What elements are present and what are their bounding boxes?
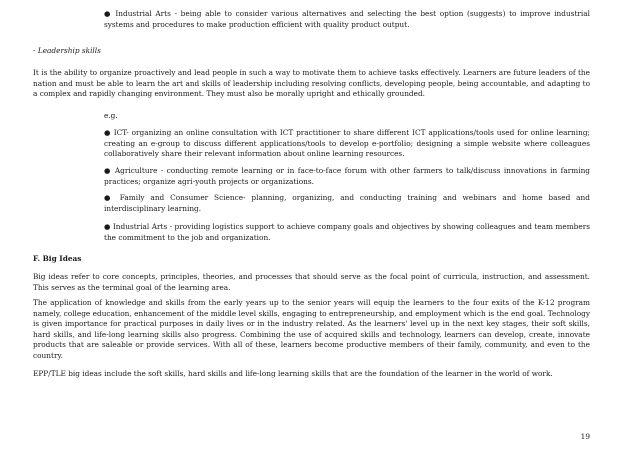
big-ideas-heading: F. Big Ideas	[33, 254, 82, 263]
big-ideas-paragraph-2: The application of knowledge and skills from the early years up to the senior years will equip the learners to the four exits of the K-12 program namely, college education, enhancement of the middle level skills, engaging to entrepreneurship, and employment which is the end goal. Technology is given importance for practical purposes in daily lives or in the industry related. As the learners' level up in the next key stages, their soft skills, hard skills, and life-long learning skills also progress. Combining the use of acquired skills and technology, learners can develop, create, innovate products that are saleable or provide services. With all of these, learners become productive members of their family, community, and even to the country.	[33, 298, 590, 360]
example-industrial-arts: ● Industrial Arts - providing logistics support to achieve company goals and objectives by showing colleagues and team members the commitment to the job and organization.	[104, 222, 590, 242]
example-agriculture: ● Agriculture - conducting remote learning or in face-to-face forum with other farmers to talk/discuss innovations in farming practices; organize agri-youth projects or organizations.	[104, 166, 590, 186]
leadership-paragraph: It is the ability to organize proactively and lead people in such a way to motivate them to achieve tasks effectively. Learners are future leaders of the nation and must be able to learn the art and skills of leadership including resolving conflicts, developing people, being accountable, and adapting to a complex and rapidly changing environment. They must also be morally upright and ethically grounded.	[33, 68, 590, 99]
industrial-arts-bullet-top: ● Industrial Arts - being able to consider various alternatives and selecting the best option (suggests) to improve industrial systems and procedures to make production efficient with quality product output.	[104, 9, 590, 29]
example-label: e.g.	[104, 111, 118, 120]
example-ict: ● ICT- organizing an online consultation with ICT practitioner to share different ICT applications/tools used for online learning; creating an e-group to discuss different applications/tools to develop e-portfolio; designing a simple website where colleagues collaboratively share their relevant information about online learning resources.	[104, 128, 590, 159]
big-ideas-paragraph-3: EPP/TLE big ideas include the soft skills, hard skills and life-long learning skills that are the foundation of the learner in the world of work.	[33, 369, 553, 378]
example-family-consumer-science: ● Family and Consumer Science- planning, organizing, and conducting training and webinars and home based and interdisciplinary learning.	[104, 193, 590, 213]
leadership-subheading: - Leadership skills	[33, 46, 101, 55]
big-ideas-paragraph-1: Big ideas refer to core concepts, principles, theories, and processes that should serve as the focal point of curricula, instruction, and assessment. This serves as the terminal goal of the learning area.	[33, 272, 590, 292]
page-number: 19	[580, 432, 590, 441]
